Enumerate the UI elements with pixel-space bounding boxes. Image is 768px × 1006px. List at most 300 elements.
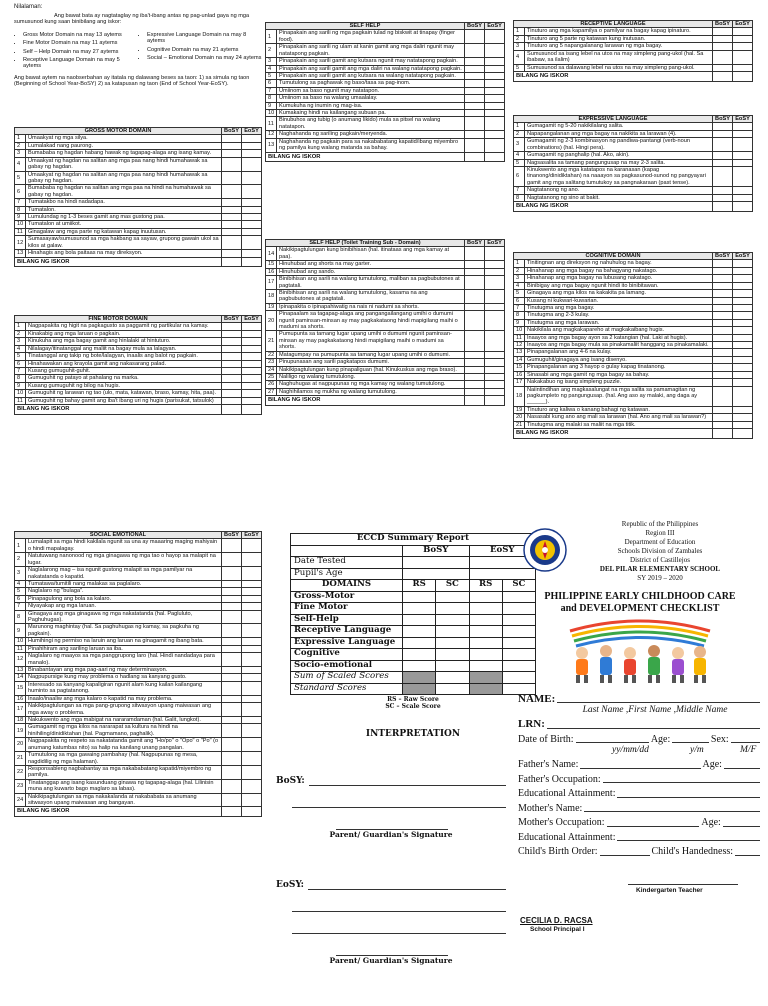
sex-hint: M/F [740, 745, 757, 756]
bosy-checkbox-cell[interactable] [465, 303, 485, 310]
eosy-line[interactable] [308, 882, 506, 890]
item-number: 6 [15, 185, 26, 199]
bosy-checkbox-cell[interactable] [222, 221, 242, 228]
item-description: Kinakabig ang mga laruan o pagkain. [26, 330, 222, 337]
bosy-checkbox-cell[interactable] [713, 421, 733, 428]
bosy-checkbox-cell[interactable] [465, 131, 485, 138]
eosy-checkbox-cell[interactable] [733, 290, 753, 297]
eosy-checkbox-cell[interactable] [733, 327, 753, 334]
item-number: 5 [15, 588, 26, 595]
mother-occupation-field[interactable] [607, 826, 700, 827]
summary-score-cell[interactable] [403, 660, 436, 672]
teacher-signature-line[interactable] [628, 884, 738, 885]
eosy-checkbox-cell[interactable] [242, 142, 262, 149]
bosy-checkbox-cell[interactable] [222, 703, 242, 717]
eosy-checkbox-cell[interactable] [242, 610, 262, 624]
bosy-checkbox-cell[interactable] [222, 142, 242, 149]
bosy-checkbox-cell[interactable] [222, 695, 242, 702]
item-description: Binibigay ang mga bagay ngunit hindi ito binibitawan. [525, 282, 713, 289]
eosy-checkbox-cell[interactable] [242, 353, 262, 360]
eosy-score-cell[interactable] [242, 807, 262, 817]
eosy-checkbox-cell[interactable] [733, 194, 753, 201]
dob-field[interactable] [576, 742, 649, 743]
eosy-checkbox-cell[interactable] [242, 228, 262, 235]
bosy-checkbox-cell[interactable] [465, 289, 485, 303]
eosy-checkbox-cell[interactable] [733, 297, 753, 304]
eosy-checkbox-cell[interactable] [733, 282, 753, 289]
eosy-checkbox-cell[interactable] [242, 793, 262, 807]
eosy-checkbox-cell[interactable] [733, 304, 753, 311]
bosy-checkbox-cell[interactable] [713, 130, 733, 137]
bosy-checkbox-cell[interactable] [713, 319, 733, 326]
eosy-checkbox-cell[interactable] [485, 268, 505, 275]
bosy-checkbox-cell[interactable] [222, 588, 242, 595]
eosy-checkbox-cell[interactable] [242, 681, 262, 695]
bosy-checkbox-cell[interactable] [222, 367, 242, 374]
father-field[interactable] [580, 768, 700, 769]
bosy-checkbox-cell[interactable] [713, 406, 733, 413]
eosy-checkbox-cell[interactable] [733, 123, 753, 130]
bosy-checkbox-cell[interactable] [465, 87, 485, 94]
checklist-row [15, 703, 262, 717]
eosy-line-3[interactable] [292, 912, 506, 934]
item-description: Kusang gumuguhit-guhit. [26, 367, 222, 374]
eosy-checkbox-cell[interactable] [733, 349, 753, 356]
eosy-checkbox-cell[interactable] [733, 43, 753, 50]
summary-score-cell[interactable] [469, 626, 502, 638]
bosy-checkbox-cell[interactable] [465, 331, 485, 351]
bosy-checkbox-cell[interactable] [222, 214, 242, 221]
bosy-checkbox-cell[interactable] [465, 276, 485, 290]
eosy-signature-line[interactable] [336, 934, 448, 956]
eosy-checkbox-cell[interactable] [485, 72, 505, 79]
eosy-checkbox-cell[interactable] [733, 319, 753, 326]
eosy-checkbox-cell[interactable] [485, 65, 505, 72]
item-number: 14 [514, 356, 525, 363]
bosy-checkbox-cell[interactable] [713, 267, 733, 274]
bosy-checkbox-cell[interactable] [713, 349, 733, 356]
bosy-checkbox-cell[interactable] [222, 330, 242, 337]
eosy-checkbox-cell[interactable] [733, 260, 753, 267]
bosy-checkbox-cell[interactable] [222, 724, 242, 738]
bosy-checkbox-cell[interactable] [713, 50, 733, 64]
eosy-checkbox-cell[interactable] [733, 28, 753, 35]
eosy-checkbox-cell[interactable] [242, 375, 262, 382]
eosy-checkbox-cell[interactable] [242, 135, 262, 142]
eosy-checkbox-cell[interactable] [485, 381, 505, 388]
bosy-standard-cell[interactable] [436, 683, 469, 695]
summary-score-cell[interactable] [469, 603, 502, 615]
item-description: Nilalagay/itinatanggal ang maliit na bagay mula sa lalagyan. [26, 345, 222, 352]
eosy-checkbox-cell[interactable] [242, 580, 262, 587]
bosy-checkbox-cell[interactable] [465, 311, 485, 331]
bosy-checkbox-cell[interactable] [222, 738, 242, 752]
checklist-row [266, 44, 505, 58]
bosy-checkbox-cell[interactable] [465, 80, 485, 87]
bosy-checkbox-cell[interactable] [222, 610, 242, 624]
summary-score-cell[interactable] [403, 649, 436, 661]
eosy-checkbox-cell[interactable] [485, 58, 505, 65]
bosy-checkbox-cell[interactable] [713, 159, 733, 166]
eosy-checkbox-cell[interactable] [242, 221, 262, 228]
eosy-checkbox-cell[interactable] [242, 752, 262, 766]
summary-score-cell[interactable] [469, 660, 502, 672]
eosy-checkbox-cell[interactable] [733, 371, 753, 378]
eosy-checkbox-cell[interactable] [242, 779, 262, 793]
eosy-score-cell[interactable] [485, 396, 505, 406]
eosy-checkbox-cell[interactable] [733, 267, 753, 274]
bosy-checkbox-cell[interactable] [222, 716, 242, 723]
bosy-checkbox-cell[interactable] [222, 185, 242, 199]
eosy-score-cell[interactable] [242, 257, 262, 267]
bosy-checkbox-cell[interactable] [713, 312, 733, 319]
bosy-checkbox-cell[interactable] [713, 187, 733, 194]
eosy-checkbox-cell[interactable] [485, 102, 505, 109]
bosy-checkbox-cell[interactable] [222, 553, 242, 567]
summary-score-cell[interactable] [403, 591, 436, 603]
education-field-1[interactable] [617, 797, 760, 798]
eosy-checkbox-cell[interactable] [485, 351, 505, 358]
bosy-score-cell[interactable] [465, 396, 485, 406]
item-number: 5 [514, 159, 525, 166]
summary-domain-name: Receptive Language [291, 626, 403, 638]
bosy-score-cell[interactable] [465, 152, 485, 162]
birth-order-field[interactable] [600, 855, 650, 856]
bosy-line[interactable] [309, 778, 506, 786]
bosy-checkbox-cell[interactable] [465, 381, 485, 388]
eosy-checkbox-cell[interactable] [242, 157, 262, 171]
eosy-label: EoSY: [276, 880, 304, 890]
bosy-checkbox-cell[interactable] [222, 360, 242, 367]
eosy-checkbox-cell[interactable] [485, 131, 505, 138]
eosy-checkbox-cell[interactable] [485, 374, 505, 381]
bosy-checkbox-cell[interactable] [465, 95, 485, 102]
bosy-checkbox-cell[interactable] [222, 150, 242, 157]
bosy-checkbox-cell[interactable] [713, 64, 733, 71]
bosy-checkbox-cell[interactable] [222, 171, 242, 185]
bosy-checkbox-cell[interactable] [222, 752, 242, 766]
bosy-checkbox-cell[interactable] [713, 371, 733, 378]
eosy-checkbox-cell[interactable] [242, 397, 262, 404]
eosy-checkbox-cell[interactable] [242, 250, 262, 257]
summary-score-cell[interactable] [403, 614, 436, 626]
eosy-checkbox-cell[interactable] [733, 187, 753, 194]
bosy-checkbox-cell[interactable] [713, 35, 733, 42]
summary-score-cell[interactable] [436, 591, 469, 603]
bosy-checkbox-cell[interactable] [465, 374, 485, 381]
bosy-checkbox-cell[interactable] [222, 681, 242, 695]
eosy-checkbox-cell[interactable] [733, 130, 753, 137]
eosy-checkbox-cell[interactable] [733, 64, 753, 71]
eosy-checkbox-cell[interactable] [485, 289, 505, 303]
eosy-score-cell[interactable] [242, 405, 262, 415]
eosy-checkbox-cell[interactable] [242, 703, 262, 717]
eosy-checkbox-cell[interactable] [242, 667, 262, 674]
bosy-checkbox-cell[interactable] [465, 261, 485, 268]
eosy-checkbox-cell[interactable] [485, 44, 505, 58]
bosy-checkbox-cell[interactable] [222, 624, 242, 638]
item-description: Nakikilala ang magkakapareho at magkakaibang hugis. [525, 327, 713, 334]
eosy-checkbox-cell[interactable] [242, 390, 262, 397]
eosy-score-cell[interactable] [733, 202, 753, 212]
summary-score-cell[interactable] [436, 649, 469, 661]
eosy-checkbox-cell[interactable] [242, 553, 262, 567]
summary-score-cell[interactable] [403, 603, 436, 615]
bosy-date-cell[interactable] [403, 557, 470, 569]
eosy-checkbox-cell[interactable] [242, 674, 262, 681]
bosy-checkbox-cell[interactable] [465, 388, 485, 395]
bosy-checkbox-cell[interactable] [713, 138, 733, 152]
eosy-checkbox-cell[interactable] [242, 645, 262, 652]
eosy-checkbox-cell[interactable] [485, 276, 505, 290]
summary-score-cell[interactable] [436, 626, 469, 638]
summary-score-cell[interactable] [403, 626, 436, 638]
eosy-checkbox-cell[interactable] [485, 261, 505, 268]
bosy-checkbox-cell[interactable] [713, 43, 733, 50]
eosy-checkbox-cell[interactable] [485, 138, 505, 152]
eosy-checkbox-cell[interactable] [733, 334, 753, 341]
eosy-checkbox-cell[interactable] [242, 567, 262, 581]
eosy-checkbox-cell[interactable] [242, 150, 262, 157]
eosy-checkbox-cell[interactable] [733, 421, 753, 428]
item-number: 10 [15, 638, 26, 645]
bosy-checkbox-cell[interactable] [222, 338, 242, 345]
bosy-checkbox-cell[interactable] [713, 304, 733, 311]
sex-field[interactable] [731, 742, 760, 743]
eosy-checkbox-cell[interactable] [485, 30, 505, 44]
bosy-checkbox-cell[interactable] [222, 779, 242, 793]
bosy-checkbox-cell[interactable] [222, 793, 242, 807]
bosy-checkbox-cell[interactable] [222, 653, 242, 667]
eosy-checkbox-cell[interactable] [733, 414, 753, 421]
father-age-field[interactable] [724, 768, 760, 769]
bosy-checkbox-cell[interactable] [713, 364, 733, 371]
bosy-checkbox-cell[interactable] [465, 65, 485, 72]
eosy-checkbox-cell[interactable] [733, 386, 753, 406]
bosy-checkbox-cell[interactable] [713, 379, 733, 386]
bosy-checkbox-cell[interactable] [222, 345, 242, 352]
eosy-checkbox-cell[interactable] [733, 275, 753, 282]
eosy-checkbox-cell[interactable] [242, 624, 262, 638]
eosy-checkbox-cell[interactable] [733, 356, 753, 363]
bosy-checkbox-cell[interactable] [713, 290, 733, 297]
education-field-2[interactable] [617, 840, 760, 841]
bosy-checkbox-cell[interactable] [222, 765, 242, 779]
bosy-score-cell[interactable] [222, 257, 242, 267]
bosy-checkbox-cell[interactable] [465, 366, 485, 373]
eosy-score-cell[interactable] [733, 429, 753, 439]
bosy-checkbox-cell[interactable] [465, 268, 485, 275]
bosy-checkbox-cell[interactable] [222, 595, 242, 602]
eosy-checkbox-cell[interactable] [733, 159, 753, 166]
eosy-checkbox-cell[interactable] [242, 345, 262, 352]
bosy-checkbox-cell[interactable] [222, 206, 242, 213]
eosy-checkbox-cell[interactable] [485, 117, 505, 131]
eosy-checkbox-cell[interactable] [733, 364, 753, 371]
eosy-checkbox-cell[interactable] [242, 595, 262, 602]
bosy-line-2[interactable] [292, 786, 506, 808]
bosy-checkbox-cell[interactable] [465, 102, 485, 109]
eosy-checkbox-cell[interactable] [242, 360, 262, 367]
eosy-checkbox-cell[interactable] [242, 214, 262, 221]
item-description: Tinatanggap ang isang kasunduang ginawa ng tagapag-alaga (hal. Lilinisin muna ang kuwarto bago maglaro sa labas). [26, 779, 222, 793]
eosy-checkbox-cell[interactable] [242, 695, 262, 702]
bosy-score-cell[interactable] [713, 202, 733, 212]
eosy-checkbox-cell[interactable] [733, 342, 753, 349]
eosy-checkbox-cell[interactable] [485, 311, 505, 331]
eosy-checkbox-cell[interactable] [733, 35, 753, 42]
bosy-checkbox-cell[interactable] [465, 72, 485, 79]
bosy-checkbox-cell[interactable] [713, 414, 733, 421]
summary-score-cell[interactable] [403, 637, 436, 649]
eosy-checkbox-cell[interactable] [485, 331, 505, 351]
age-field[interactable] [672, 742, 709, 743]
bosy-column-header: BoSY [222, 316, 242, 323]
bosy-checkbox-cell[interactable] [222, 250, 242, 257]
summary-score-cell[interactable] [436, 637, 469, 649]
bosy-score-cell[interactable] [222, 405, 242, 415]
eosy-checkbox-cell[interactable] [242, 338, 262, 345]
bosy-checkbox-cell[interactable] [222, 157, 242, 171]
eosy-checkbox-cell[interactable] [485, 95, 505, 102]
bosy-sum-cell[interactable] [436, 672, 469, 684]
bosy-checkbox-cell[interactable] [713, 123, 733, 130]
bosy-checkbox-cell[interactable] [713, 28, 733, 35]
eosy-checkbox-cell[interactable] [733, 138, 753, 152]
father-occupation-field[interactable] [603, 782, 760, 783]
bosy-checkbox-cell[interactable] [713, 342, 733, 349]
bosy-checkbox-cell[interactable] [465, 117, 485, 131]
bosy-age-cell[interactable] [403, 568, 470, 580]
bosy-checkbox-cell[interactable] [713, 260, 733, 267]
bosy-checkbox-cell[interactable] [222, 603, 242, 610]
bosy-checkbox-cell[interactable] [222, 135, 242, 142]
eosy-checkbox-cell[interactable] [485, 87, 505, 94]
eosy-checkbox-cell[interactable] [733, 379, 753, 386]
eosy-checkbox-cell[interactable] [485, 80, 505, 87]
bosy-score-cell[interactable] [713, 71, 733, 81]
eosy-score-cell[interactable] [485, 152, 505, 162]
bosy-checkbox-cell[interactable] [465, 44, 485, 58]
bosy-checkbox-cell[interactable] [222, 667, 242, 674]
summary-score-cell[interactable] [436, 660, 469, 672]
bosy-signature-line[interactable] [336, 808, 448, 830]
eosy-checkbox-cell[interactable] [242, 382, 262, 389]
summary-score-cell[interactable] [469, 614, 502, 626]
eosy-checkbox-cell[interactable] [485, 359, 505, 366]
bosy-checkbox-cell[interactable] [465, 359, 485, 366]
bosy-checkbox-cell[interactable] [222, 539, 242, 553]
eosy-checkbox-cell[interactable] [485, 110, 505, 117]
bosy-checkbox-cell[interactable] [465, 30, 485, 44]
eosy-checkbox-cell[interactable] [485, 366, 505, 373]
bosy-checkbox-cell[interactable] [465, 110, 485, 117]
summary-score-cell[interactable] [436, 603, 469, 615]
bosy-checkbox-cell[interactable] [713, 334, 733, 341]
bosy-checkbox-cell[interactable] [222, 353, 242, 360]
eosy-checkbox-cell[interactable] [242, 716, 262, 723]
eosy-checkbox-cell[interactable] [242, 171, 262, 185]
lrn-field[interactable] [547, 728, 760, 729]
bosy-checkbox-cell[interactable] [222, 323, 242, 330]
handedness-field[interactable] [735, 855, 760, 856]
bosy-checkbox-cell[interactable] [222, 390, 242, 397]
eosy-checkbox-cell[interactable] [733, 312, 753, 319]
eosy-checkbox-cell[interactable] [242, 206, 262, 213]
bosy-checkbox-cell[interactable] [713, 166, 733, 186]
eosy-checkbox-cell[interactable] [242, 323, 262, 330]
eosy-checkbox-cell[interactable] [733, 50, 753, 64]
eosy-checkbox-cell[interactable] [733, 166, 753, 186]
bosy-checkbox-cell[interactable] [713, 275, 733, 282]
name-field[interactable] [557, 702, 760, 703]
eosy-checkbox-cell[interactable] [733, 406, 753, 413]
bosy-checkbox-cell[interactable] [713, 297, 733, 304]
bosy-checkbox-cell[interactable] [222, 228, 242, 235]
eosy-checkbox-cell[interactable] [242, 367, 262, 374]
eosy-checkbox-cell[interactable] [242, 236, 262, 250]
eosy-checkbox-cell[interactable] [242, 638, 262, 645]
eosy-checkbox-cell[interactable] [485, 303, 505, 310]
eosy-score-cell[interactable] [733, 71, 753, 81]
bosy-checkbox-cell[interactable] [465, 58, 485, 65]
eosy-checkbox-cell[interactable] [485, 247, 505, 261]
bosy-checkbox-cell[interactable] [713, 327, 733, 334]
bosy-score-cell[interactable] [713, 429, 733, 439]
mother-age-field[interactable] [723, 826, 760, 827]
eosy-checkbox-cell[interactable] [242, 539, 262, 553]
bosy-checkbox-cell[interactable] [465, 351, 485, 358]
eosy-checkbox-cell[interactable] [242, 603, 262, 610]
mother-field[interactable] [584, 811, 760, 812]
eosy-checkbox-cell[interactable] [242, 653, 262, 667]
bosy-checkbox-cell[interactable] [713, 386, 733, 406]
eosy-checkbox-cell[interactable] [242, 738, 262, 752]
bosy-checkbox-cell[interactable] [222, 567, 242, 581]
eosy-checkbox-cell[interactable] [242, 199, 262, 206]
bosy-checkbox-cell[interactable] [222, 375, 242, 382]
eosy-column-header: EoSY [242, 532, 262, 539]
bosy-checkbox-cell[interactable] [222, 645, 242, 652]
bosy-checkbox-cell[interactable] [713, 152, 733, 159]
bosy-checkbox-cell[interactable] [465, 138, 485, 152]
summary-score-cell[interactable] [469, 649, 502, 661]
eosy-checkbox-cell[interactable] [242, 724, 262, 738]
bosy-checkbox-cell[interactable] [222, 397, 242, 404]
eosy-checkbox-cell[interactable] [242, 765, 262, 779]
bosy-checkbox-cell[interactable] [713, 282, 733, 289]
bosy-checkbox-cell[interactable] [713, 194, 733, 201]
summary-score-cell[interactable] [469, 591, 502, 603]
summary-score-cell[interactable] [436, 614, 469, 626]
eosy-checkbox-cell[interactable] [242, 185, 262, 199]
bosy-checkbox-cell[interactable] [222, 638, 242, 645]
bosy-score-cell[interactable] [222, 807, 242, 817]
eosy-checkbox-cell[interactable] [242, 330, 262, 337]
bosy-checkbox-cell[interactable] [222, 199, 242, 206]
eosy-checkbox-cell[interactable] [485, 388, 505, 395]
summary-score-cell[interactable] [469, 637, 502, 649]
bosy-checkbox-cell[interactable] [222, 236, 242, 250]
eosy-checkbox-cell[interactable] [733, 152, 753, 159]
bosy-checkbox-cell[interactable] [222, 382, 242, 389]
bosy-checkbox-cell[interactable] [713, 356, 733, 363]
eosy-checkbox-cell[interactable] [242, 588, 262, 595]
eosy-line-2[interactable] [292, 890, 506, 912]
bosy-checkbox-cell[interactable] [465, 247, 485, 261]
bosy-checkbox-cell[interactable] [222, 674, 242, 681]
bosy-checkbox-cell[interactable] [222, 580, 242, 587]
